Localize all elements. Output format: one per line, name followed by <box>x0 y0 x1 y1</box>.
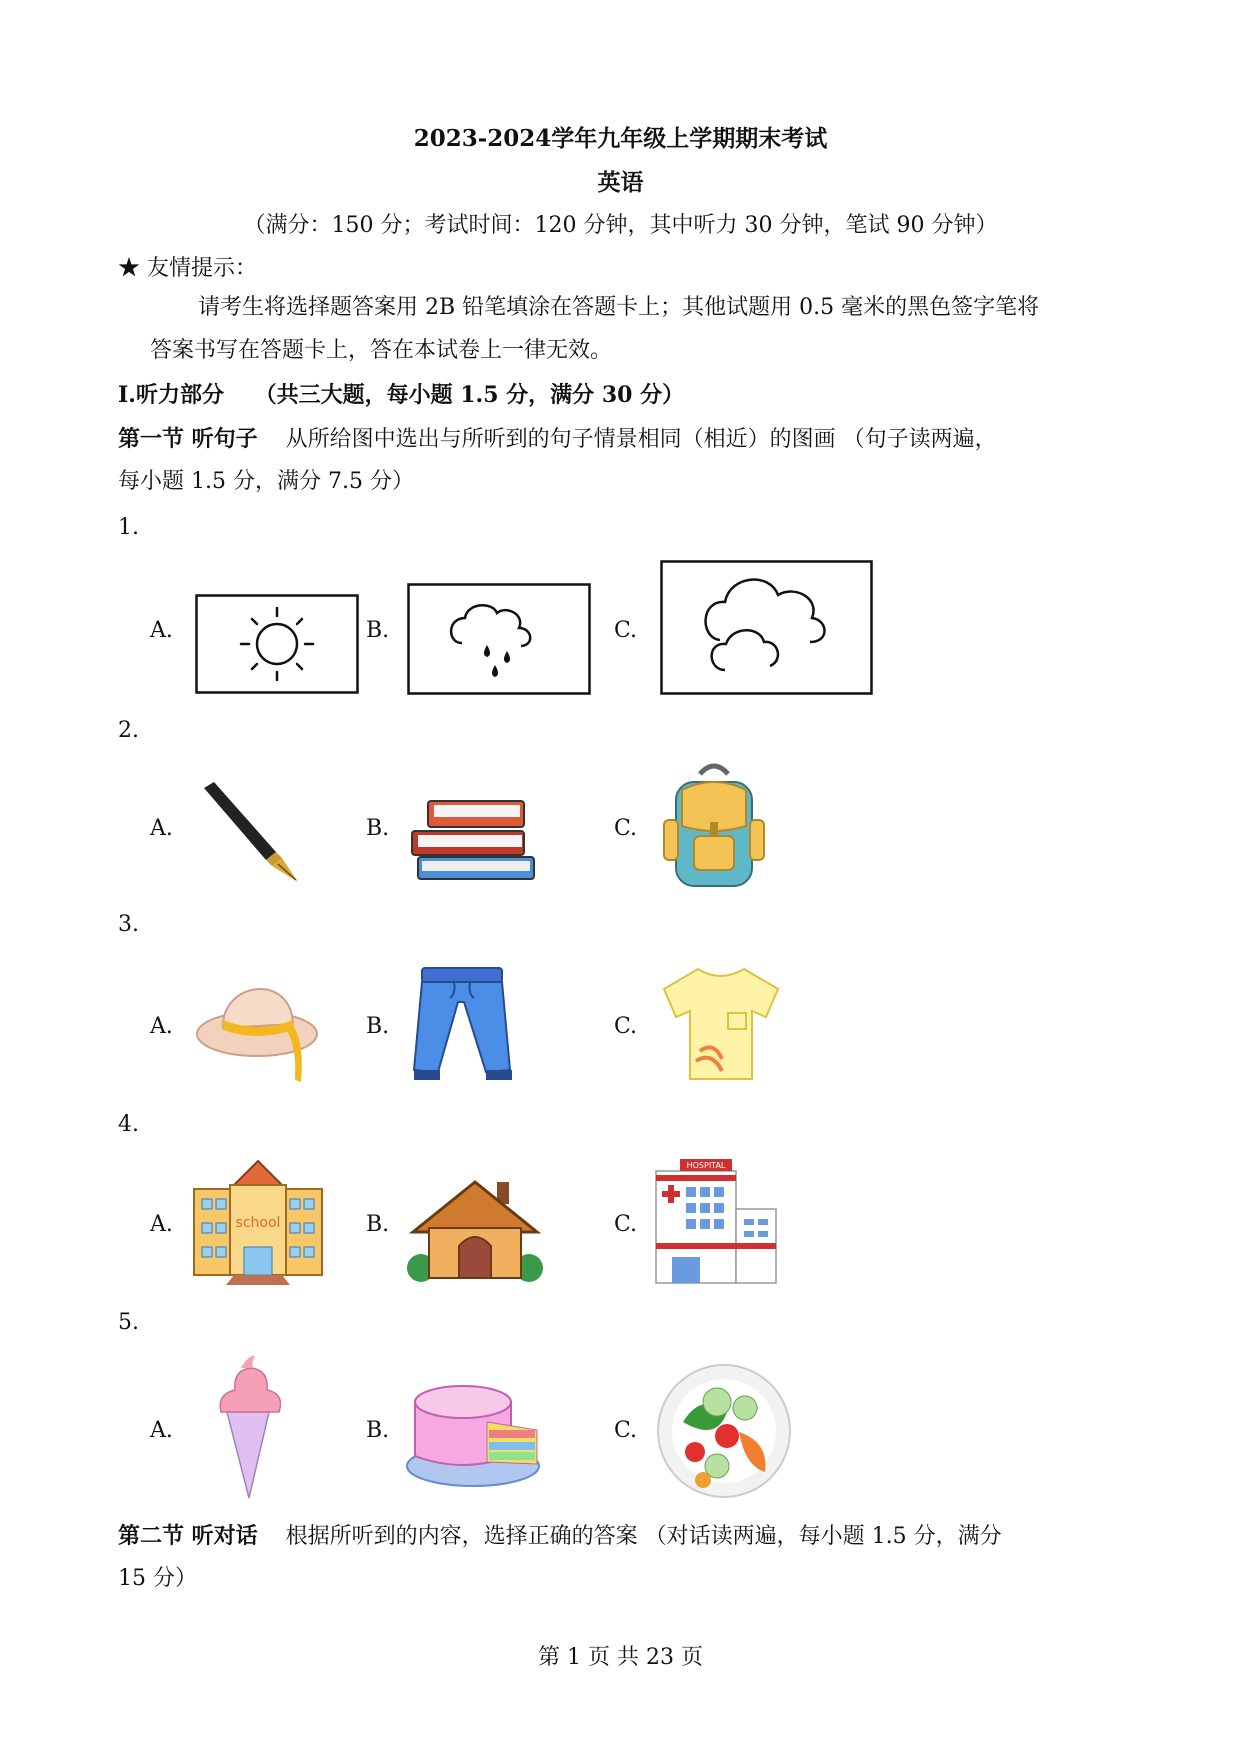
ice-cream-icon <box>215 1352 281 1500</box>
option-label: A. <box>150 816 173 841</box>
tips-heading-row <box>118 254 257 284</box>
school-sign: school <box>235 1215 281 1231</box>
hospital-icon <box>652 1155 782 1285</box>
rain-cloud-icon <box>407 583 591 695</box>
school-building-icon <box>190 1155 326 1287</box>
section1-desc-2: 每小题 1.5 分，满分 7.5 分） <box>118 469 414 494</box>
exam-info: （满分：150 分；考试时间：120 分钟，其中听力 30 分钟，笔试 90 分钟） <box>243 213 998 238</box>
clouds-icon <box>660 560 873 695</box>
t-shirt-icon <box>660 965 782 1083</box>
cottage-icon <box>405 1172 545 1284</box>
option-label: A. <box>150 1014 173 1039</box>
section2-desc: 根据所听到的内容，选择正确的答案 （对话读两遍，每小题 1.5 分，满分 <box>285 1524 1002 1549</box>
option-label: A. <box>150 1418 173 1443</box>
hospital-sign: HOSPITAL <box>686 1161 726 1170</box>
part1-heading-row <box>118 380 684 410</box>
option-label: B. <box>366 1418 390 1443</box>
section2-row <box>118 1521 1002 1552</box>
section2-desc-2: 15 分） <box>118 1566 197 1591</box>
section1-desc: 从所给图中选出与所听到的句子情景相同（相近）的图画 （句子读两遍， <box>285 427 997 452</box>
tips-line-1: 请考生将选择题答案用 2B 铅笔填涂在答题卡上；其他试题用 0.5 毫米的黑色签字笔将 <box>198 295 1040 320</box>
part1-note: （共三大题，每小题 1.5 分，满分 30 分） <box>254 382 685 408</box>
tips-line-2: 答案书写在答题卡上，答在本试卷上一律无效。 <box>150 338 613 363</box>
option-label: C. <box>614 1014 638 1039</box>
option-label: A. <box>150 1212 173 1237</box>
sun-icon <box>195 594 359 694</box>
page-footer: 第 1 页 共 23 页 <box>538 1645 703 1670</box>
backpack-icon <box>660 760 768 892</box>
option-label: C. <box>614 1212 638 1237</box>
option-label: B. <box>366 1014 390 1039</box>
option-label: A. <box>150 618 173 643</box>
question-number: 3. <box>118 912 139 937</box>
option-label: B. <box>366 816 390 841</box>
salad-icon <box>655 1362 793 1500</box>
option-label: C. <box>614 816 638 841</box>
trousers-icon <box>410 966 515 1086</box>
star-icon: ★ <box>118 256 141 281</box>
option-label: C. <box>614 1418 638 1443</box>
question-number: 2. <box>118 718 139 743</box>
option-label: B. <box>366 1212 390 1237</box>
question-number: 5. <box>118 1310 139 1335</box>
part1-heading: Ⅰ.听力部分 <box>118 382 224 408</box>
option-label: B. <box>366 618 390 643</box>
exam-title: 2023-2024学年九年级上学期期末考试 <box>413 125 828 152</box>
option-label: C. <box>614 618 638 643</box>
exam-subject: 英语 <box>597 169 644 196</box>
question-number: 4. <box>118 1112 139 1137</box>
section1-title: 第一节 听句子 <box>118 426 258 452</box>
cake-icon <box>405 1372 543 1490</box>
tips-heading: 友情提示： <box>147 256 258 281</box>
section2-title: 第二节 听对话 <box>118 1523 258 1549</box>
fountain-pen-icon <box>198 780 303 885</box>
books-icon <box>410 795 540 890</box>
sun-hat-icon <box>195 962 323 1087</box>
question-number: 1. <box>118 515 139 540</box>
section1-row <box>118 424 997 455</box>
